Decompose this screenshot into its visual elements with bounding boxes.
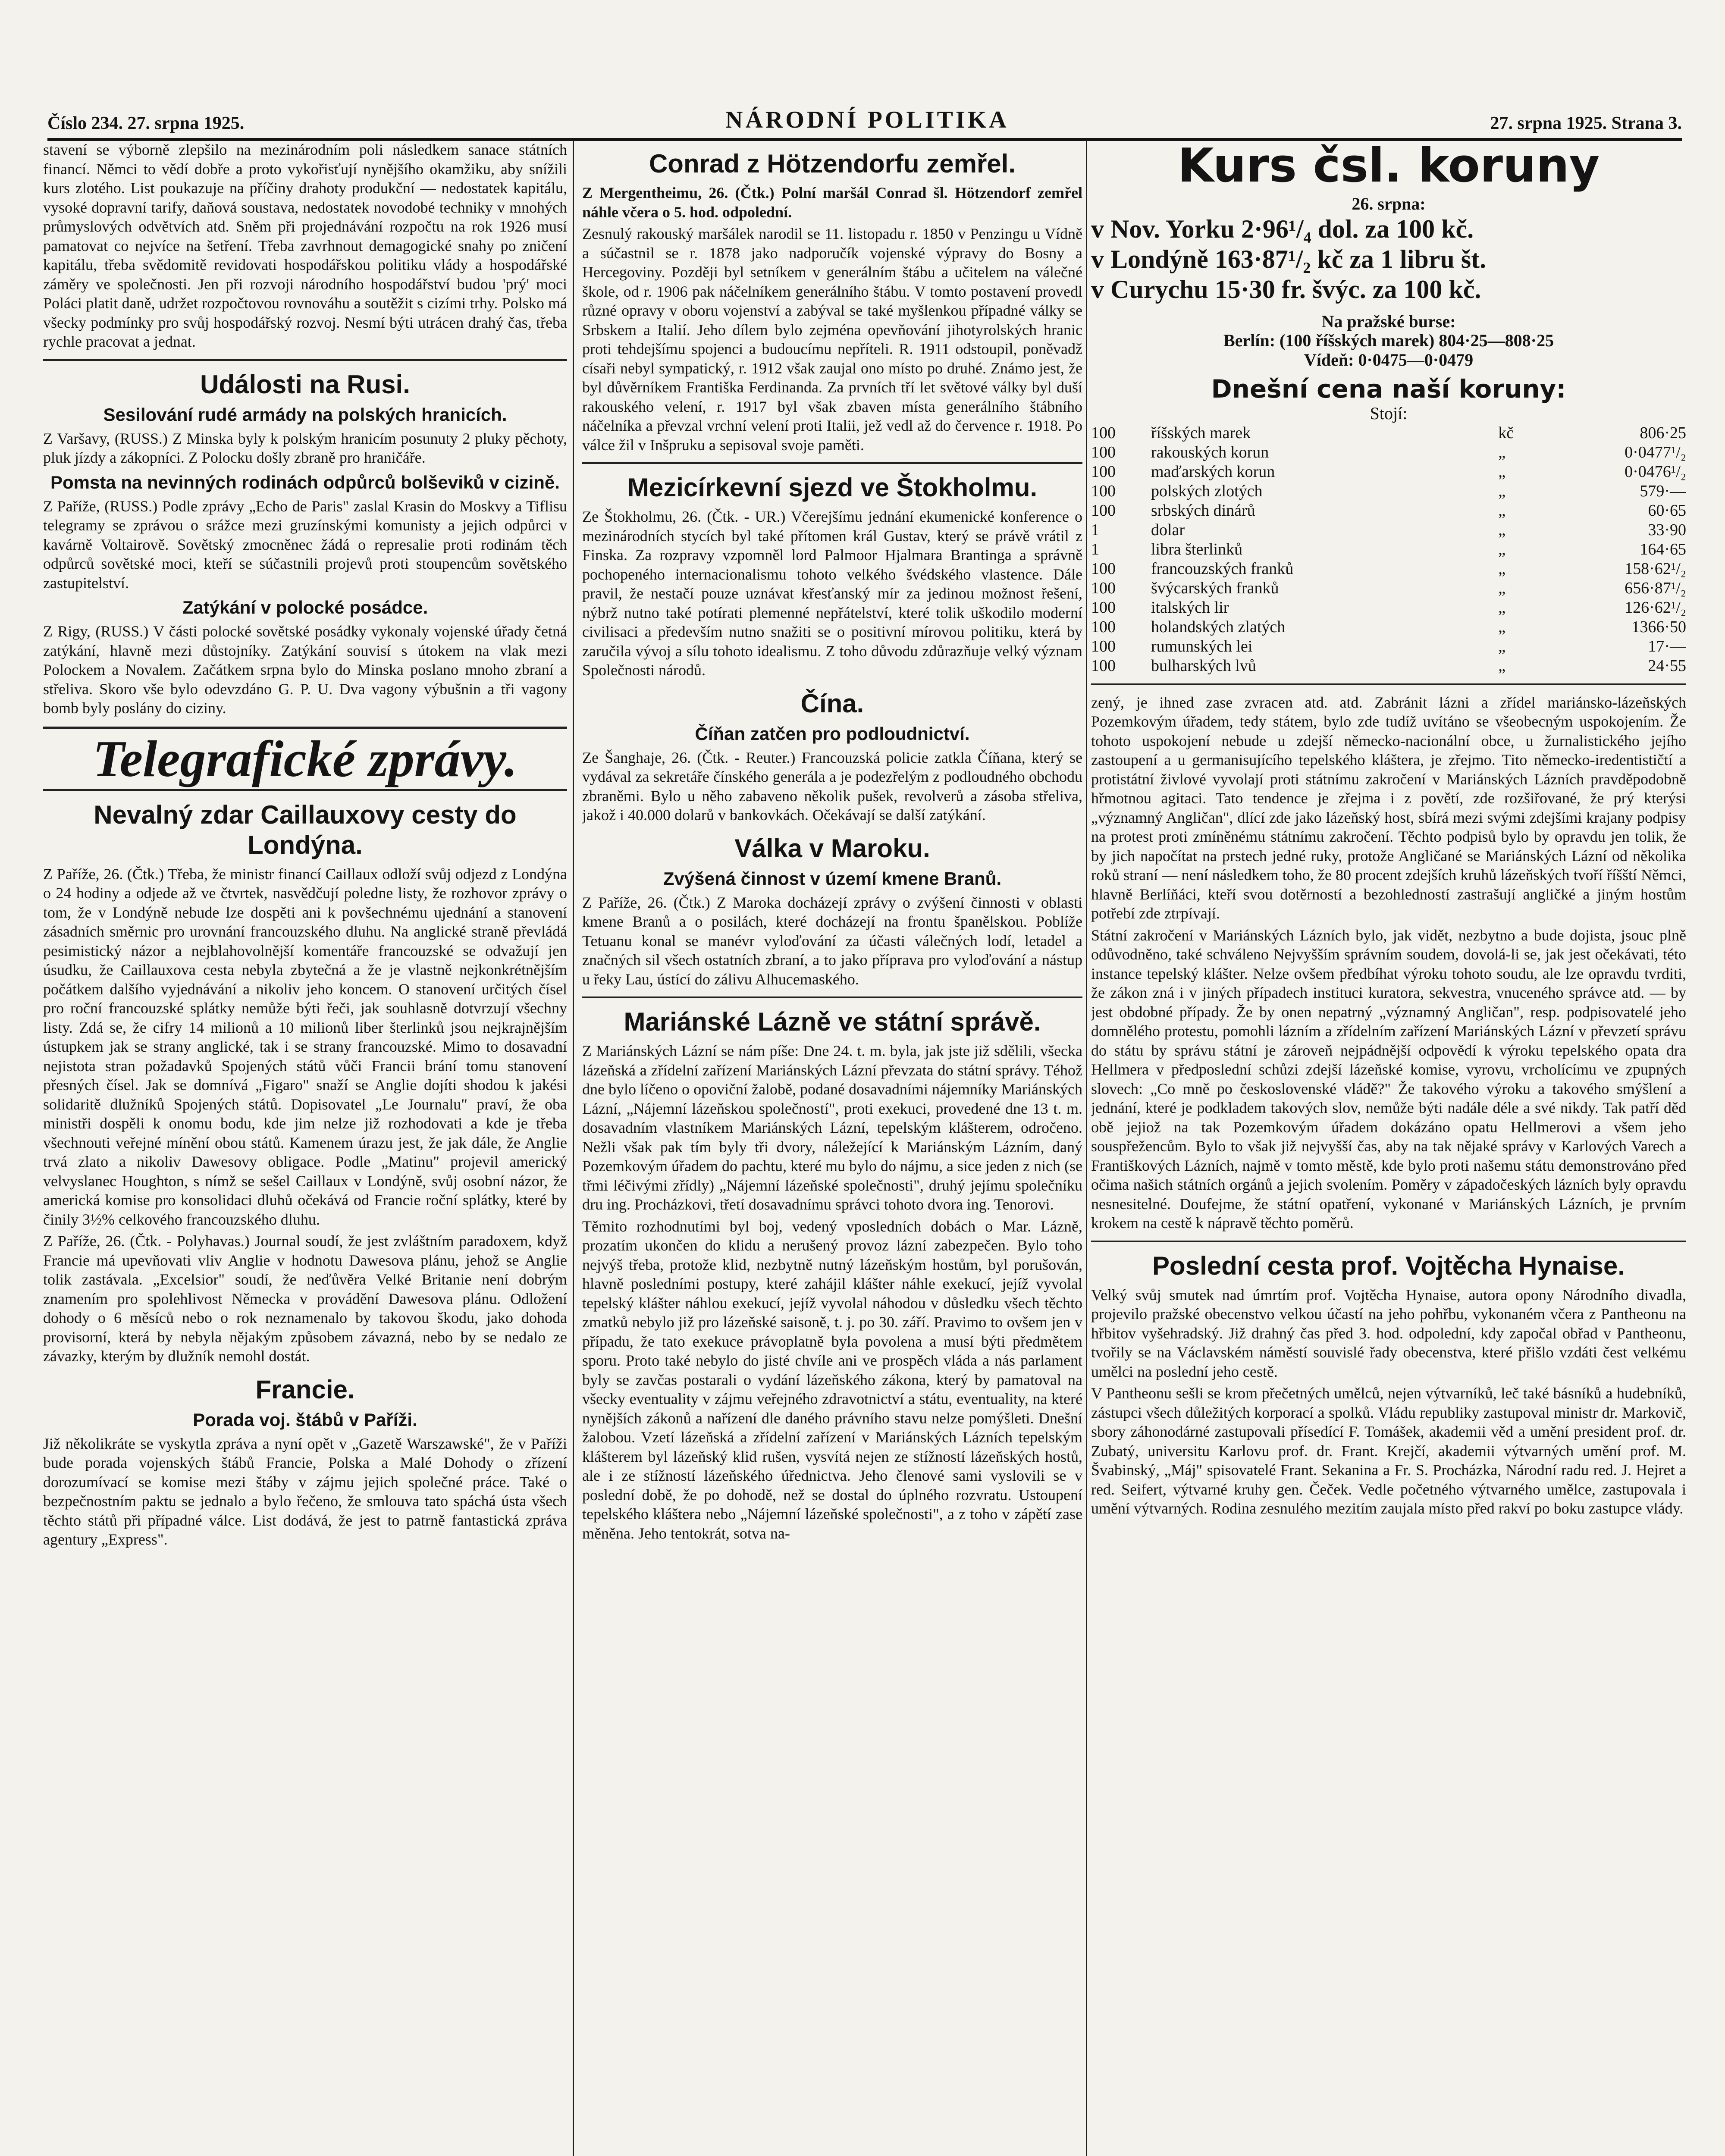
rate-qty: 100 bbox=[1091, 579, 1116, 597]
rate-unit: „ bbox=[1498, 656, 1506, 675]
rate-row bbox=[1091, 520, 1686, 540]
article-text: Velký svůj smutek nad úmrtím prof. Vojtěcha Hynaise, autora opony Národního divadla, projevilo pražské obecenstvo velkou účastí na jeho pohřbu, vykonaném včera z Pantheonu na hřbitov vyšehradský. Již drahný čas před 3. hod. odpolední, kdy započal obřad v Pantheonu, tvořily se na Václavském náměstí souvislé řady obecenstva, které přišlo vzdáti čest velkému umělci na poslední jeho cestě. bbox=[1091, 1286, 1686, 1380]
rate-qty: 100 bbox=[1091, 462, 1116, 481]
rate-unit: „ bbox=[1498, 579, 1506, 597]
rate-value: 164·65 bbox=[1640, 540, 1686, 558]
stoji-label: Stojí: bbox=[1370, 404, 1408, 423]
article-text: stavení se výborně zlepšilo na mezinárodním poli následkem sanace státních financí. Němci to vědí dobře a proto vykořisťují nynějšího okamžiku, aby snížili kurs zlotého. List poukazuje na příčiny drahoty produkční — nedostatek kapitálu, vysoké dopravní tarify, daňová soustava, nedostatek novodobé techniky v mnohých průmyslových odvětvích atd. Sněm při projednávání rozpočtu na rok 1926 musí pamatovat co nejvíce na šetření. Třeba zavrhnout demagogické snahy po zničení kapitálu, třeba svědomitě revidovati hospodářskou politiku vlády a hospodářské záměry ve společnosti. Jen při rozvoji národního hospodářství budou 'prý' moci Poláci platit daně, udržet rozpočtovou rovnováhu a soutěžit s cizími trhy. Polsko má všecky podmínky pro svůj hospodářský rozvoj. Nesmí býti utrácen drahý čas, třeba rychle pracovat a jednat. bbox=[43, 141, 567, 350]
article-lead: Z Mergentheimu, 26. (Čtk.) Polní maršál Conrad šl. Hötzendorf zemřel náhle včera o 5. hod. odpolední. bbox=[582, 184, 1082, 221]
rate-qty: 100 bbox=[1091, 501, 1116, 520]
section-heading-telegraf: Telegrafické zprávy. bbox=[43, 727, 567, 791]
headline-maroko: Válka v Maroku. bbox=[734, 834, 930, 863]
rate-currency: dolar bbox=[1151, 520, 1185, 539]
rate-value: 806·25 bbox=[1640, 423, 1686, 442]
divider bbox=[1091, 1241, 1686, 1242]
divider bbox=[1091, 683, 1686, 685]
article-text: zený, je ihned zase zvracen atd. atd. Zabránit lázni a zřídel mariánsko-lázeňských Pozemkovým úřadem, tedy státem, bylo zde tudíž uvítáno se všeobecným uspokojením. Že tohoto uspokojení nebude u zdejší německo-nacionální obce, u žurnalistického jejího zastoupení a u germanisujícího tepelského kláštera, je zřejmo. Tito německo-iredentističtí a protistátní živlové vyvolají proti státnímu zakročení v Mariánských Lázních pravděpodobně hřmotnou agitaci. Tato tendence je zřejma i z povětí, zde rozšiřované, že prý kterýsi „významný Angličan", dlící zde jako lázeňský host, sbírá mezi svými zdejšími krajany podpisy na protest proti zmíněnému státnímu zakročení. Těchto podpisů bylo by opravdu jen tolik, že by jich napočítat na prstech jedné ruky, protože Angličané se Mariánských Lázní od několika roků straní — není následkem toho, že 80 procent zdejších kruhů lázeňských tvoří říšští Němci, hlavně Berlíňáci, kteří svou dotěrností a bezohledností zastrašují angličké a jiným hostům potřebí zde ztrpívají. bbox=[1091, 693, 1686, 922]
headline-cena: Dnešní cena naší koruny: bbox=[1211, 374, 1566, 404]
column-2 bbox=[582, 140, 1082, 2156]
rate-unit: „ bbox=[1498, 637, 1506, 655]
article-text: Z Paříže, 26. (Čtk. - Polyhavas.) Journal soudí, že jest zvláštním paradoxem, když Francie má upevňovati vliv Anglie v hodnotu Dawesova plánu, jehož se Anglie tolik zastávala. „Excelsior" soudí, že neďůvěra Velké Britanie není dobrým znamením pro spolehlivost Německa v provádění Dawesova plánu. Odložení dohody o 6 měsíců nebo o rok neznamenalo by takovou škodu, jako dohoda provisorní, která by nebyla nějakým způsobem závazná, nebo by se nedalo ze závazky, kterým by dlužník nemohl dostát. bbox=[43, 1232, 567, 1365]
rate-row bbox=[1091, 637, 1686, 656]
kurs-date: 26. srpna: bbox=[1352, 194, 1426, 213]
rate-value: 0·0476¹/₂ bbox=[1625, 462, 1686, 481]
rate-currency: francouzských franků bbox=[1151, 559, 1294, 578]
rate-currency: srbských dinárů bbox=[1151, 501, 1255, 520]
rate-value: 33·90 bbox=[1648, 520, 1686, 539]
rate-value: 60·65 bbox=[1648, 501, 1686, 520]
article-text: Zesnulý rakouský maršálek narodil se 11. listopadu r. 1850 v Penzingu u Vídně a súčastnil se r. 1878 jako nadporučík vojenské výpravy do Bosny a Hercegoviny. Později byl setníkem v generálním štábu a učitelem na válečné škole, od r. 1906 pak náčelníkem generálního štábu. V tomto postavení provedl různé opravy v oboru vojenství a zabýval se také myšlenkou případné války se Srbskem a Italií. Jeho dílem bylo zejména opevňování jihotyrolských hranic proti tehdejšímu spojenci a budoucímu nepříteli. R. 1911 odstoupil, poněvadž císaři nebyl sympatický, r. 1912 však zaujal ono místo po druhé. Známo jest, že byl důvěrníkem Františka Ferdinanda. Za prvních tří let světové války byl duší rakouského velení, r. 1917 byl však zbaven místa generálního štábního náčelníka a převzal vrchní velení proti Italii, jež vedl až do července r. 1918. Po válce žil v Inšpruku a sepisoval svoje paměti. bbox=[582, 225, 1082, 454]
divider bbox=[582, 997, 1082, 998]
rate-qty: 100 bbox=[1091, 637, 1116, 655]
headline-kurs: Kurs čsl. koruny bbox=[1177, 140, 1600, 193]
rate-row bbox=[1091, 598, 1686, 617]
rate-unit: „ bbox=[1498, 501, 1506, 520]
burse-viden: Vídeň: 0·0475—0·0479 bbox=[1304, 350, 1474, 370]
issue-number: Číslo 234. 27. srpna 1925. bbox=[47, 113, 245, 133]
divider bbox=[582, 462, 1082, 464]
page-header bbox=[47, 99, 1682, 141]
headline-conrad: Conrad z Hötzendorfu zemřel. bbox=[649, 149, 1016, 178]
exchange-rates-table bbox=[1091, 423, 1686, 676]
rate-value: 1366·50 bbox=[1631, 617, 1686, 636]
newspaper-title: NÁRODNÍ POLITIKA bbox=[725, 107, 1009, 133]
kurs-zurich: v Curychu 15·30 fr. švýc. za 100 kč. bbox=[1091, 275, 1481, 304]
rate-row bbox=[1091, 559, 1686, 579]
article-text: V Pantheonu sešli se krom přečetných umělců, nejen výtvarníků, leč také básníků a hudebníků, zástupci všech důležitých korporací a spolků. Vládu republiky zastupoval ministr dr. Markovič, sbory záhonodárné zastupovali přísedící F. Tomášek, akademii věd a umění president prof. dr. Zubatý, universitu Karlovu prof. dr. Frant. Krejčí, akademii výtvarných umění prof. M. Švabinský, „Máj" spisovatelé Frant. Sekanina a Fr. S. Procházka, Národní radu red. J. Hejret a red. Seifert, výtvarné kruhy gen. Čeček. Vedle početného výtvarného umělce, zastupovala i umění výtvarných. Rodina zesnulého mezitím zaujala místo před rakví po boku zastupce vlády. bbox=[1091, 1385, 1686, 1517]
subheadline: Sesilování rudé armády na polských hranicích. bbox=[103, 404, 507, 425]
rate-qty: 100 bbox=[1091, 617, 1116, 636]
rate-row bbox=[1091, 579, 1686, 598]
rate-currency: rakouských korun bbox=[1151, 443, 1269, 461]
column-1 bbox=[43, 140, 567, 2156]
page-date: 27. srpna 1925. Strana 3. bbox=[1490, 113, 1682, 133]
rate-value: 0·0477¹/₂ bbox=[1625, 443, 1686, 461]
rate-unit: „ bbox=[1498, 559, 1506, 578]
article-text: Ze Šanghaje, 26. (Čtk. - Reuter.) Francouzská policie zatkla Číňana, který se vydával za sekretáře čínského generála a je podezřelým z podloudného obchodu zbraněmi. Bylo u něho zabaveno několik pušek, revolverů a zásoba střeliva, jakož i 40.000 dolarů v bankovkách. Očekávají se další zatýkání. bbox=[582, 749, 1082, 824]
headline-caillaux: Nevalný zdar Caillauxovy cesty do Londýna. bbox=[94, 800, 517, 859]
headline-lazne: Mariánské Lázně ve státní správě. bbox=[624, 1007, 1041, 1036]
rate-value: 24·55 bbox=[1648, 656, 1686, 675]
headline-stockholm: Mezicírkevní sjezd ve Štokholmu. bbox=[627, 473, 1038, 502]
burse-berlin: Berlín: (100 říšských marek) 804·25—808·25 bbox=[1223, 331, 1554, 350]
headline-cina: Čína. bbox=[800, 689, 864, 718]
rate-value: 656·87¹/₂ bbox=[1625, 579, 1686, 597]
column-3 bbox=[1091, 140, 1686, 2156]
rate-unit: kč bbox=[1498, 423, 1514, 442]
rate-unit: „ bbox=[1498, 520, 1506, 539]
subheadline: Číňan zatčen pro podloudnictví. bbox=[695, 723, 970, 744]
article-text: Státní zakročení v Mariánských Lázních bylo, jak vidět, nezbytno a bude dojista, jsouc plně odůvodněno, také schváleno Nejvyšším správním soudem, dovolá-li se, jak jest očekávati, této instance tepelský klášter. Nelze ovšem předbíhat výroku tohoto soudu, ale lze opravdu tvrditi, že zákon zná i v jiných případech instituci kuratora, sekvestra, vnuceného správce atd. — by jest obdobné případy. Že by onen nepatrný „významný Angličan", resp. podpisovatelé jeho domnělého protestu, pomohli lázním a zřídelním zařízení Mariánských Lázní v převzetí správu do státu by správu státní je zároveň nejpádnější odpovědí k výroku tepelského opata dra Hellmera v předposlední schůzi zdejší lázeňské komise, vyrovu, vrcholícímu ve zpupných slovech: „Co mně po československé vládě?" Že takového výroku a takového smýšlení a jednání, které je podkladem takových slov, nemůže býti nadále déle a své nikdy. Tak patří děd obě jejiož na tak Pozemkovým úřadem dokázáno opatu Hellmerovi a všem jeho souspřežencům. Bylo to však již nejvyšší čas, aby na tak nějaké správy v Karlových Varech a Františkových Lázních, najmě v tomto městě, kde bylo proti našemu státu demonstrováno před očima našich státních orgánů a jejich svolením. Poměry v západočeských lázních byly opravdu nesnesitelné. Doufejme, že státní opatření, vykonané v Mariánských Lázních, je prvním krokem na cestě k nápravě těchto poměrů. bbox=[1091, 926, 1686, 1232]
rate-qty: 1 bbox=[1091, 540, 1099, 558]
headline-rusi: Události na Rusi. bbox=[200, 370, 410, 399]
rate-currency: italských lir bbox=[1151, 598, 1229, 617]
article-text: Z Mariánských Lázní se nám píše: Dne 24. t. m. byla, jak jste již sdělili, všecka lázeňská a zřídelní zařízení Mariánských Lázní převzata do státní správy. Téhož dne bylo líčeno o opoviční žalobě, podané dosavadními nájemníky Mariánských Lázní, „Nájemní lázeňskou společností", proti exekuci, provedené dne 13 t. m. dosavadním vlastníkem Mariánských Lázní, tepelským klášterem, odročeno. Nežli však pak tím byly tři dvory, náležející k Mariánským Lázním, daný Pozemkovým úřadem do pachtu, které mu bylo do nájmu, a sice jeden z nich (se třmi léčivými zřídly) „Nájemní lázeňské společnosti", druhý jejímu společníku dru ing. Procházkovi, třetí dosavadnímu správci tohoto dvora ing. Tenorovi. bbox=[582, 1042, 1082, 1213]
article-text: Z Paříže, 26. (Čtk.) Třeba, že ministr financí Caillaux odloží svůj odjezd z Londýna o 24 hodiny a odjede až ve čtvrtek, nasvědčují poledne listy, že rozhovor zprávy o tom, že v Londýně nebude lze dospěti ani k povšechnému ujednání a stanovení zásadních směrnic pro urovnání francouzského dluhu. Na anglické straně převládá pesimistický názor a nejblahovolnější komentáře francouzské se odvažují jen úsudku, že Caillauxova cesta nebyla zbytečná a že je vlastně nejkonkrétnějším počátkem dalšího vyjednávání a nikoliv jeho koncem. O stanovení určitých čísel pro roční francouzské splátky nemůže býti řeči, jak souhlasně dotvrzují všechny listy. Zdá se, že cifry 14 milionů a 10 milionů liber šterlinků jsou nejkrajnějším ústupkem jak se strany anglické, tak i se strany francouzské. Mimo to dosavadní nejistota stran požadavků Spojených států vůči Francii brání tomu stanovení přesných čísel. Jak se domnívá „Figaro" snaží se Anglie dojíti shodou k jakési solidaritě dlužníků Spojených států. Dopisovatel „Le Journalu" praví, že oba ministři dospěli k onomu bodu, kde jim nelze již rozhodovati a kde je třeba všechnouti veřejné mínění obou států. Kamenem úrazu jest, že jak dále, že Anglie trvá zlato a nikoliv Dawesovy obligace. Podle „Matinu" projevil americký velvyslanec Houghton, s nímž se sešel Caillaux v Londýně, svůj osobní názor, že americká komise pro konsolidaci dluhů očekává od Francie roční splátky, které by činily 3½% celkového francouzského dluhu. bbox=[43, 865, 567, 1228]
rate-qty: 100 bbox=[1091, 482, 1116, 500]
kurs-newyork: v Nov. Yorku 2·96¹/₄ dol. za 100 kč. bbox=[1091, 214, 1474, 243]
rate-value: 17·— bbox=[1648, 637, 1686, 655]
rate-row bbox=[1091, 617, 1686, 637]
rate-qty: 100 bbox=[1091, 423, 1116, 442]
subheadline: Porada voj. štábů v Paříži. bbox=[193, 1409, 417, 1430]
rate-row bbox=[1091, 501, 1686, 520]
rate-qty: 100 bbox=[1091, 559, 1116, 578]
rate-unit: „ bbox=[1498, 482, 1506, 500]
rate-row bbox=[1091, 540, 1686, 559]
rate-row bbox=[1091, 423, 1686, 443]
rate-currency: polských zlotých bbox=[1151, 482, 1263, 500]
column-divider bbox=[1086, 140, 1087, 2156]
subheadline: Pomsta na nevinných rodinách odpůrců bolševiků v cizině. bbox=[50, 472, 560, 492]
rate-currency: libra šterlinků bbox=[1151, 540, 1243, 558]
rate-currency: švýcarských franků bbox=[1151, 579, 1279, 597]
article-text: Ze Štokholmu, 26. (Čtk. - UR.) Včerejšímu jednání ekumenické konference o mezinárodních stycích byl také přítomen král Gustav, který se právě vrátil z Finska. Za rozpravy vzpomněl lord Palmoor Hjalmara Brantinga a správně pochopeného internacionalismu tohoto velkého švédského vlastence. Dále pravil, že nestačí pouze uznávat křesťanský mír za jedinou možnost řešení, nýbrž nutno také potírati plemenné nepřátelství, které tolik uškodilo moderní civilisaci a především nutno snažiti se o positivní mírovou politiku, která by zaručila vývoj a sílu tohoto idealismu. Z toho důvodu zdůrazňuje velký význam Společnosti národů. bbox=[582, 508, 1082, 679]
column-divider bbox=[573, 140, 574, 2156]
headline-francie: Francie. bbox=[255, 1375, 355, 1404]
rate-currency: rumunských lei bbox=[1151, 637, 1253, 655]
rate-value: 579·— bbox=[1640, 482, 1686, 500]
rate-unit: „ bbox=[1498, 462, 1506, 481]
rate-value: 126·62¹/₂ bbox=[1625, 598, 1686, 617]
rate-qty: 1 bbox=[1091, 520, 1099, 539]
subheadline: Zatýkání v polocké posádce. bbox=[182, 597, 428, 617]
rate-currency: holandských zlatých bbox=[1151, 617, 1286, 636]
rate-currency: maďarských korun bbox=[1151, 462, 1275, 481]
rate-qty: 100 bbox=[1091, 598, 1116, 617]
article-text: Těmito rozhodnutími byl boj, vedený vposledních dobách o Mar. Lázně, prozatím ukončen do klidu a nerušený provoz lázní zabezpečen. Bylo toho nejvýš třeba, protože klid, nezbytně nutný lázeňským hostům, byl porušován, hlavně posledními postupy, které zahájil klášter náhle exekucí, jejíž vyvolal tepelský klášter náhlou exekucí, jejíž vyvolal náhodou v důsledku všech těchto zmatků nebylo již pro lázeňské saisoně, t. j. po 30. září. Pravimo to ovšem jen v případu, že tato exekuce právoplatně byla povolena a musí býti předmětem sporu. Proto také nebylo do jisté chvíle ani ve prospěch vláda a nás parlament byly se zavčas postarali o vydání lázeňského zákona, který by pamatoval na všecky eventuality v zájmu veřejného zdravotnictví a státu, eventuality, na které nynějších zákonů a nařízení dle daného právního stavu nelze pomýšleti. Dnešní žalobou. Vzetí lázeňská a zřídelní zařízení v Mariánských Lázních tepelským klášterem byl lázeňský klid rušen, vysvítá nejen ze stížností lázeňských hostů, ale i ze stížností lázeňského úřednictva. Jeho členové sami vyslovili se v poslední době, že po dohodě, než se dostal do úplného rozvratu. Ustoupení tepelského kláštera nebo „Nájemní lázeňské společnosti", a z toho v zápětí zase měněna. Jeho tentokrát, sotva na- bbox=[582, 1217, 1082, 1542]
article-text: Z Paříže, 26. (Čtk.) Z Maroka docházejí zprávy o zvýšení činnosti v oblasti kmene Branů a o posilách, které docházejí na frontu španělskou. Poblíže Tetuanu konal se manévr vyloďování za účasti válečných lodí, letadel a značných sil všech ostatních zbraní, a to jako příprava pro vyloďování a nástup u řeky Lau, ústící do zálivu Alhucemaského. bbox=[582, 893, 1082, 988]
article-text: Již několikráte se vyskytla zpráva a nyní opět v „Gazetě Warszawské", že v Paříži bude porada vojenských štábů Francie, Polska a Malé Dohody o zřízení dorozumívací se komise mezi štáby v zájmu jejich společné práce. Také o bezpečnostním paktu se jednalo a bylo řečeno, že smlouva tato spáchá ústa všech těchto států při případné válce. List dodává, že jest to patrně fantastická zpráva agentury „Express". bbox=[43, 1435, 567, 1548]
article-text: Z Rigy, (RUSS.) V části polocké sovětské posádky vykonaly vojenské úřady četná zatýkání, hlavně mezi důstojníky. Zatýkání souvisí s útokem na vlak mezi Polockem a Novalem. Začátkem srpna bylo do Minska poslano mnoho zbraní a střeliva. Skoro vše bylo odevzdáno G. P. U. Dva vagony výbušnin a tři vagony bomb byly poslány do ciziny. bbox=[43, 623, 567, 717]
rate-row bbox=[1091, 482, 1686, 501]
rate-unit: „ bbox=[1498, 443, 1506, 461]
rate-row bbox=[1091, 656, 1686, 676]
headline-hynais: Poslední cesta prof. Vojtěcha Hynaise. bbox=[1152, 1251, 1625, 1280]
burse-label: Na pražské burse: bbox=[1321, 311, 1456, 331]
kurs-london: v Londýně 163·87¹/₂ kč za 1 libru št. bbox=[1091, 244, 1487, 273]
article-text: Z Paříže, (RUSS.) Podle zprávy „Echo de Paris" zaslal Krasin do Moskvy a Tiflisu telegramy se zprávou o srážce mezi gruzínskými komunisty a jejich odpůrci v kavárně Voltairově. Sovětský zmocněnec žádá o represalie proti rodinám těch odpůrců sovětské moci, kteří se súčastnili projevů proti stoupencům sovětského zastupitelství. bbox=[43, 497, 567, 592]
rate-currency: říšských marek bbox=[1151, 423, 1251, 442]
rate-qty: 100 bbox=[1091, 443, 1116, 461]
rate-row bbox=[1091, 443, 1686, 462]
rate-unit: „ bbox=[1498, 598, 1506, 617]
article-text: Z Varšavy, (RUSS.) Z Minska byly k polským hranicím posunuty 2 pluky pěchoty, pluk jízdy a zákopníci. Z Polocku došly zbraně pro hraničáře. bbox=[43, 429, 567, 466]
rate-qty: 100 bbox=[1091, 656, 1116, 675]
subheadline: Zvýšená činnost v území kmene Branů. bbox=[663, 868, 1002, 889]
divider bbox=[43, 359, 567, 361]
rate-unit: „ bbox=[1498, 617, 1506, 636]
rate-row bbox=[1091, 462, 1686, 482]
rate-unit: „ bbox=[1498, 540, 1506, 558]
rate-currency: bulharských lvů bbox=[1151, 656, 1256, 675]
rate-value: 158·62¹/₂ bbox=[1625, 559, 1686, 578]
